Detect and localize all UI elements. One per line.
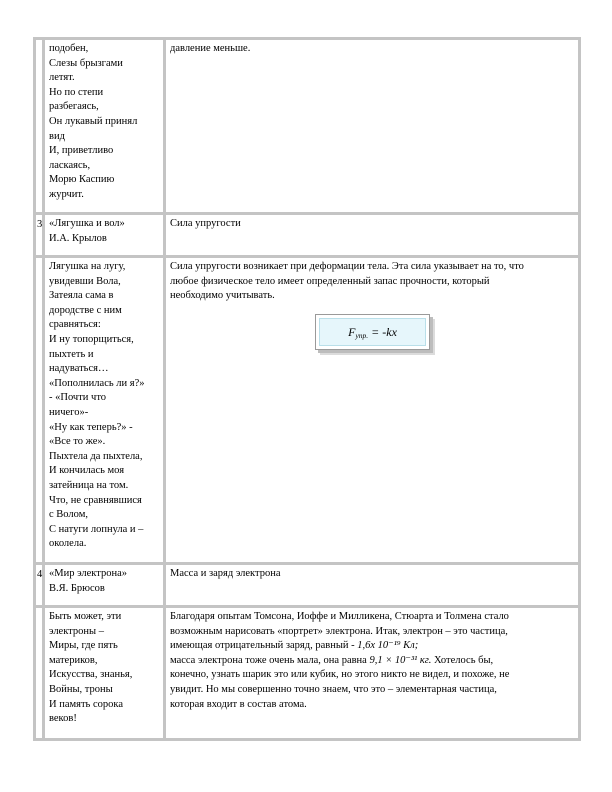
- poem-line: дородстве с ним: [49, 304, 122, 316]
- row-number: [36, 40, 42, 212]
- poem-line: «Все то же».: [49, 436, 106, 448]
- poem-line: околела.: [49, 538, 87, 550]
- poem-line: Пыхтела да пыхтела,: [49, 450, 143, 462]
- physics-cell: [166, 565, 578, 605]
- physics-line: увидит. Но мы совершенно точно знаем, что это – элементарная частица,: [170, 683, 497, 695]
- physics-line: возможным нарисовать «портрет» электрона. Итак, электрон – это частица,: [170, 625, 508, 637]
- physics-topic: Сила упругости: [170, 218, 241, 229]
- poem-cell: [45, 608, 163, 738]
- poem-line: Слезы брызгами: [49, 57, 123, 69]
- poem-title: «Мир электрона»: [49, 568, 128, 579]
- poem-line: вид: [49, 130, 65, 142]
- physics-line: необходимо учитывать.: [170, 290, 275, 302]
- poem-line: летят.: [49, 72, 75, 84]
- poem-cell: [45, 565, 163, 605]
- table-row: [36, 215, 578, 255]
- poem-line: - «Почти что: [49, 392, 107, 404]
- poem-line: Лягушка на лугу,: [49, 261, 126, 272]
- poem-line: надуваться…: [49, 363, 109, 375]
- poem-line: И память сорока: [49, 698, 123, 710]
- poem-line: Искусства, знанья,: [49, 669, 133, 681]
- poem-line: ничего»-: [49, 406, 89, 418]
- poem-line: разбегаясь,: [49, 101, 99, 113]
- physics-topic: Масса и заряд электрона: [170, 568, 281, 579]
- physics-line: имеющая отрицательный заряд, равный - 1,6х 10⁻¹⁹ Кл;: [170, 640, 419, 652]
- poem-line: «Ну как теперь?» -: [49, 421, 133, 433]
- poem-line: Но по степи: [49, 86, 104, 98]
- poem-line: ласкаясь,: [49, 159, 91, 171]
- poem-line: подобен,: [49, 43, 89, 54]
- poem-line: С натуги лопнула и –: [49, 523, 144, 535]
- formula-box: [315, 314, 430, 350]
- formula-symbol: F: [348, 324, 356, 339]
- poem-line: Быть может, эти: [49, 611, 122, 622]
- formula-rhs: = -kx: [368, 324, 397, 339]
- elastic-force-formula: [319, 318, 426, 346]
- electron-charge-value: 1,6х 10⁻¹⁹ Кл;: [357, 640, 419, 652]
- poem-line: И кончилась моя: [49, 465, 125, 477]
- poem-line: с Волом,: [49, 509, 88, 521]
- poem-line: Миры, где пять: [49, 640, 118, 652]
- poem-line: материков,: [49, 654, 98, 666]
- row-number: 4: [36, 565, 42, 605]
- poem-line: И ну топорщиться,: [49, 333, 134, 345]
- physics-cell: [166, 40, 578, 212]
- poem-line: Что, не сравнявшися: [49, 494, 142, 506]
- content-table: [33, 37, 581, 741]
- poem-author: В.Я. Брюсов: [49, 582, 105, 594]
- physics-line: любое физическое тело имеет определенный запас прочности, который: [170, 275, 490, 287]
- poem-line: Войны, троны: [49, 683, 113, 695]
- table-row: [36, 608, 578, 738]
- physics-line: Сила упругости возникает при деформации тела. Эта сила указывает на то, что: [170, 261, 524, 272]
- physics-line: давление меньше.: [170, 43, 251, 54]
- poem-line: увидевши Вола,: [49, 275, 121, 287]
- poem-line: пыхтеть и: [49, 348, 94, 360]
- poem-line: сравняться:: [49, 319, 101, 331]
- poem-cell: [45, 215, 163, 255]
- physics-line: масса электрона тоже очень мала, она равна 9,1 × 10⁻³¹ кг. Хотелось бы,: [170, 654, 494, 666]
- poem-cell: [45, 258, 163, 562]
- poem-line: Затеяла сама в: [49, 290, 114, 302]
- physics-line: конечно, узнать шарик это или кубик, но этого никто не видел, и похоже, не: [170, 669, 510, 681]
- row-number: [36, 608, 42, 738]
- physics-line: которая входит в состав атома.: [170, 698, 307, 710]
- poem-line: затейница на том.: [49, 479, 129, 491]
- poem-line: «Пополнилась ли я?»: [49, 377, 145, 389]
- poem-line: электроны –: [49, 625, 104, 637]
- formula-subscript: упр.: [355, 330, 369, 340]
- table-row: [36, 258, 578, 562]
- poem-title: «Лягушка и вол»: [49, 218, 125, 229]
- physics-cell: [166, 215, 578, 255]
- electron-mass-value: 9,1 × 10⁻³¹ кг.: [369, 654, 432, 666]
- poem-line: журчит.: [49, 188, 84, 200]
- poem-line: веков!: [49, 713, 77, 725]
- row-number: 3: [36, 215, 42, 255]
- physics-line: Благодаря опытам Томсона, Иоффе и Милликена, Стюарта и Толмена стало: [170, 611, 509, 622]
- physics-cell: [166, 608, 578, 738]
- poem-cell: [45, 40, 163, 212]
- table-row: [36, 40, 578, 212]
- poem-line: И, приветливо: [49, 145, 114, 157]
- formula-area: [170, 304, 574, 354]
- poem-line: Морю Каспию: [49, 174, 115, 186]
- physics-cell: [166, 258, 578, 562]
- poem-line: Он лукавый принял: [49, 115, 138, 127]
- poem-author: И.А. Крылов: [49, 232, 107, 244]
- row-number: [36, 258, 42, 562]
- table-row: [36, 565, 578, 605]
